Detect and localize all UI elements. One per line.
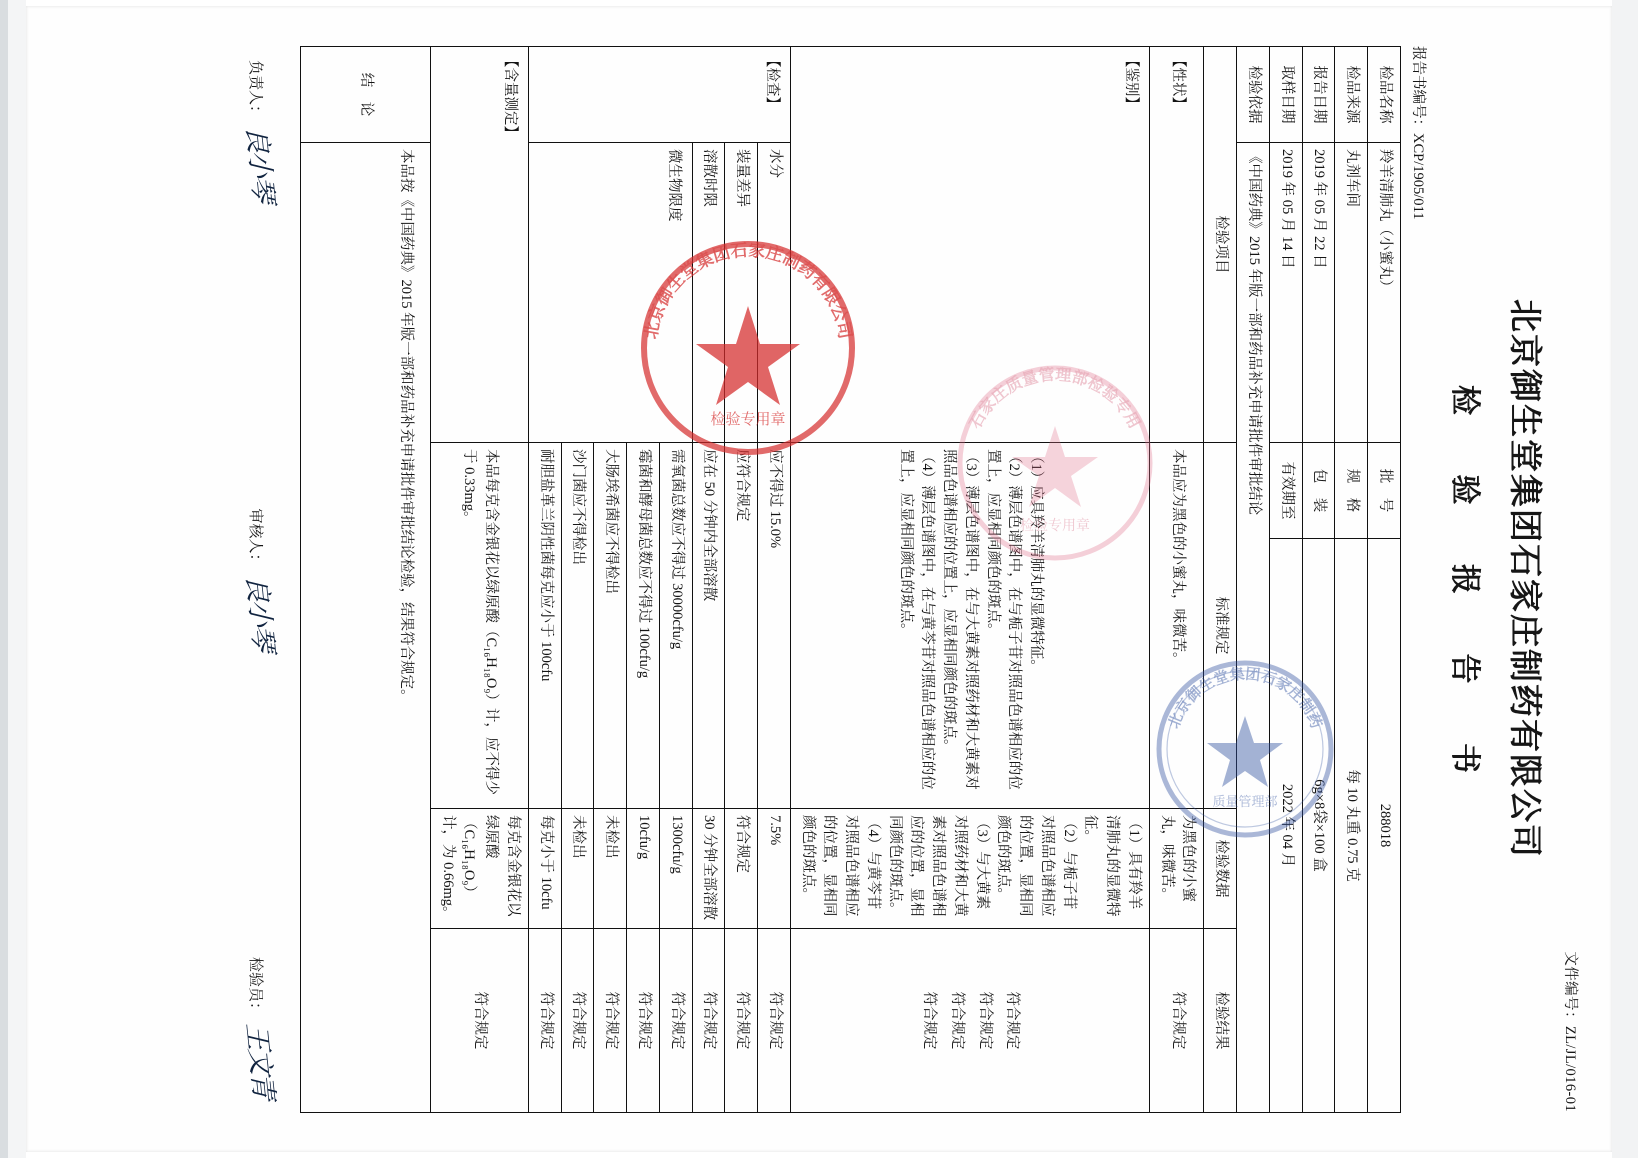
- responsible-name: 良小琴: [240, 126, 279, 201]
- product-name-value: 羚羊清肺丸（小蜜丸）: [1368, 143, 1401, 443]
- data-jianbie-1: （1）具有羚羊清肺丸的显微特征。: [1082, 815, 1142, 917]
- inspector-label: 检验员：: [247, 956, 263, 1017]
- standard-xingzhuang: 本品应为黑色的小蜜丸，味微苦。: [1150, 443, 1205, 809]
- inspector-signature: [240, 956, 282, 1098]
- result-jianbie-3: 符合规定: [949, 991, 965, 1050]
- result-zhuangliang: 符合规定: [725, 929, 758, 1113]
- pack-label: 包 装: [1302, 443, 1335, 539]
- standard-jianbie: [791, 443, 1150, 809]
- item-weishengwu: 微生物限度: [529, 143, 693, 443]
- col-header-result: 检验结果: [1204, 929, 1237, 1113]
- standard-shamen: 沙门菌应不得检出: [561, 443, 594, 809]
- result-dachang: 符合规定: [594, 929, 627, 1113]
- standard-zhuangliang: 应符合规定: [725, 443, 758, 809]
- expiry-label: 有效期至: [1270, 443, 1303, 539]
- reviewer-label: 审核人：: [247, 508, 263, 569]
- table-row: [1368, 47, 1401, 1113]
- spec-label: 规 格: [1335, 443, 1368, 539]
- table-row-jiancha-3: [692, 47, 725, 1113]
- col-header-item: 检验项目: [1204, 47, 1237, 443]
- result-xuyangjun: 符合规定: [660, 929, 693, 1113]
- svg-text:石家庄质量管理部检验专用: 石家庄质量管理部检验专用: [967, 366, 1143, 432]
- standard-meijun: 霉菌和酵母菌总数应不得过 100cfu/g: [627, 443, 660, 809]
- basis-value: 《中国药典》2015 年版一部和药品补充申请批件审批结论: [1237, 143, 1270, 1113]
- spec-value: 每 10 丸重 0.75 克: [1335, 539, 1368, 1113]
- result-hanliang: 符合规定: [431, 929, 529, 1113]
- sampling-date-value: 2019 年 05 月 14 日: [1270, 143, 1303, 443]
- conclusion-text: 本品按《中国药典》2015 年版一部和药品补充申请批件审批结论检验，结果符合规定。: [301, 143, 431, 1113]
- signature-row: [240, 46, 282, 1112]
- standard-jianbie-2: （2）薄层色谱图中，在与栀子苷对照品色谱相应的位置上，应显相同颜色的斑点。: [984, 449, 1023, 790]
- table-row: [1270, 47, 1303, 1113]
- data-jianbie: [791, 809, 1150, 929]
- standard-hanliang: 本品每克含金银花以绿原酸（C₁₆H₁₈O₉）计，应不得少于 0.33mg。: [431, 443, 529, 809]
- paper-sheet: [26, 6, 1612, 1152]
- report-number-label: 报告书编号：: [1410, 46, 1426, 133]
- source-value: 丸剂车间: [1335, 143, 1368, 443]
- svg-text:质量管理部: 质量管理部: [1212, 794, 1278, 809]
- inspector-name: 王文青: [240, 1023, 279, 1098]
- item-rongsan: 溶散时限: [692, 143, 725, 443]
- data-shamen: 未检出: [561, 809, 594, 929]
- report-document: [26, 6, 1612, 1152]
- svg-text:北京御生堂集团石家庄制药: 北京御生堂集团石家庄制药: [1166, 666, 1324, 731]
- result-shamen: 符合规定: [561, 929, 594, 1113]
- report-number-row: [1409, 46, 1430, 1112]
- data-xuyangjun: 1300cfu/g: [660, 809, 693, 929]
- data-meijun: 10cfu/g: [627, 809, 660, 929]
- standard-rongsan: 应在 50 分钟内全部溶散: [692, 443, 725, 809]
- basis-label: 检验依据: [1237, 47, 1270, 143]
- group-name-jianbie: 【鉴别】: [791, 47, 1150, 443]
- batch-value: 288018: [1368, 539, 1401, 1113]
- pack-value: 6g×8袋×100 盒: [1302, 539, 1335, 1113]
- group-name-hanliang: 【含量测定】: [431, 47, 529, 443]
- reviewer-name: 良小琴: [240, 574, 279, 650]
- source-label: 检品来源: [1335, 47, 1368, 143]
- svg-text:北京御生堂集团石家庄制药有限公司: 北京御生堂集团石家庄制药有限公司: [641, 240, 855, 341]
- table-row: [1302, 47, 1335, 1113]
- product-name-label: 检品名称: [1368, 47, 1401, 143]
- result-jianbie: [791, 929, 1150, 1113]
- standard-jianbie-4: （4）薄层色谱图中，在与黄芩苷对照品色谱相应的位置上，应显相同颜色的斑点。: [897, 449, 936, 790]
- result-shuifen: 符合规定: [758, 929, 791, 1113]
- report-table: [300, 46, 1401, 1113]
- page-title: 检 验 报 告 书: [1448, 385, 1481, 799]
- data-jianbie-4: （4）与黄芩苷对照品色谱相应的位置，显相同颜色的斑点。: [799, 815, 881, 917]
- result-jianbie-2: 符合规定: [976, 991, 993, 1050]
- result-rongsan: 符合规定: [692, 929, 725, 1113]
- item-shuifen: 水分: [758, 143, 791, 443]
- rotated-page: [26, 6, 1612, 1152]
- table-row-jiancha-2: [725, 47, 758, 1113]
- report-date-label: 报告日期: [1302, 47, 1335, 143]
- table-row-conclusion: [301, 47, 431, 1113]
- table-header-row: [1204, 47, 1237, 1113]
- item-zhuangliang: 装量差异: [725, 143, 758, 443]
- data-xingzhuang: 为黑色的小蜜丸，味微苦。: [1150, 809, 1205, 929]
- responsible-label: 负责人：: [247, 60, 263, 121]
- sampling-date-label: 取样日期: [1270, 47, 1303, 143]
- table-row-hanliang: [431, 47, 529, 1113]
- result-xingzhuang: 符合规定: [1150, 929, 1205, 1113]
- doc-number-value: ZL/JL/016-01: [1562, 1025, 1578, 1112]
- result-jianbie-4: 符合规定: [921, 991, 938, 1050]
- table-row-jianbie: [791, 47, 1150, 1113]
- report-number: [1409, 46, 1430, 219]
- standard-xuyangjun: 需氧菌总数应不得过 30000cfu/g: [660, 443, 693, 809]
- doc-number: [1561, 46, 1582, 1112]
- result-jianbie-1: 符合规定: [1004, 991, 1021, 1050]
- table-row-xingzhuang: [1150, 47, 1205, 1113]
- doc-number-label: 文件编号：: [1562, 951, 1578, 1026]
- group-name-xingzhuang: 【性状】: [1150, 47, 1205, 443]
- data-rongsan: 30 分钟全部溶散: [692, 809, 725, 929]
- svg-text:检验专用章: 检验专用章: [710, 412, 786, 428]
- table-row: [1237, 47, 1270, 1113]
- table-row-jiancha-1: [758, 47, 791, 1113]
- data-jianbie-3: （3）与大黄素对照药材和大黄素对照品色谱相应的位置，显相同颜色的斑点。: [886, 815, 990, 917]
- company-name: 北京御生堂集团石家庄制药有限公司: [1506, 299, 1542, 859]
- data-shuifen: 7.5%: [758, 809, 791, 929]
- group-name-jiancha: 【检查】: [529, 47, 791, 143]
- conclusion-label: 结 论: [301, 47, 431, 143]
- table-row-jiancha-4: [660, 47, 693, 1113]
- standard-dachang: 大肠埃希菌应不得检出: [594, 443, 627, 809]
- data-naidanyan: 每克小于 10cfu: [529, 809, 562, 929]
- data-jianbie-2: （2）与栀子苷对照品色谱相应的位置，显相同颜色的斑点。: [995, 815, 1077, 917]
- result-naidanyan: 符合规定: [529, 929, 562, 1113]
- standard-naidanyan: 耐胆盐革兰阴性菌每克应小于 100cfu: [529, 443, 562, 809]
- report-date-value: 2019 年 05 月 22 日: [1302, 143, 1335, 443]
- standard-shuifen: 应不得过 15.0%: [758, 443, 791, 809]
- col-header-standard: 标准规定: [1204, 443, 1237, 809]
- responsible-signature: [240, 60, 282, 201]
- reviewer-signature: [240, 508, 282, 650]
- report-number-value: XCP/1905/011: [1410, 133, 1426, 220]
- col-header-data: 检验数据: [1204, 809, 1237, 929]
- data-dachang: 未检出: [594, 809, 627, 929]
- expiry-value: 2022 年 04 月: [1270, 539, 1303, 1113]
- table-row: [1335, 47, 1368, 1113]
- data-zhuangliang: 符合规定: [725, 809, 758, 929]
- result-meijun: 符合规定: [627, 929, 660, 1113]
- svg-text:检验专用章: 检验专用章: [1020, 519, 1090, 534]
- standard-jianbie-1: （1）应具羚羊清肺丸的显微特征。: [1028, 449, 1045, 674]
- batch-label: 批 号: [1368, 443, 1401, 539]
- standard-jianbie-3: （3）薄层色谱图中，在与大黄素对照药材和大黄素对照品色谱相应的位置上，应显相同颜色的斑点。: [941, 449, 979, 790]
- data-hanliang: 每克含金银花以绿原酸（C₁₆H₁₈O₉）计，为 0.66mg。: [431, 809, 529, 929]
